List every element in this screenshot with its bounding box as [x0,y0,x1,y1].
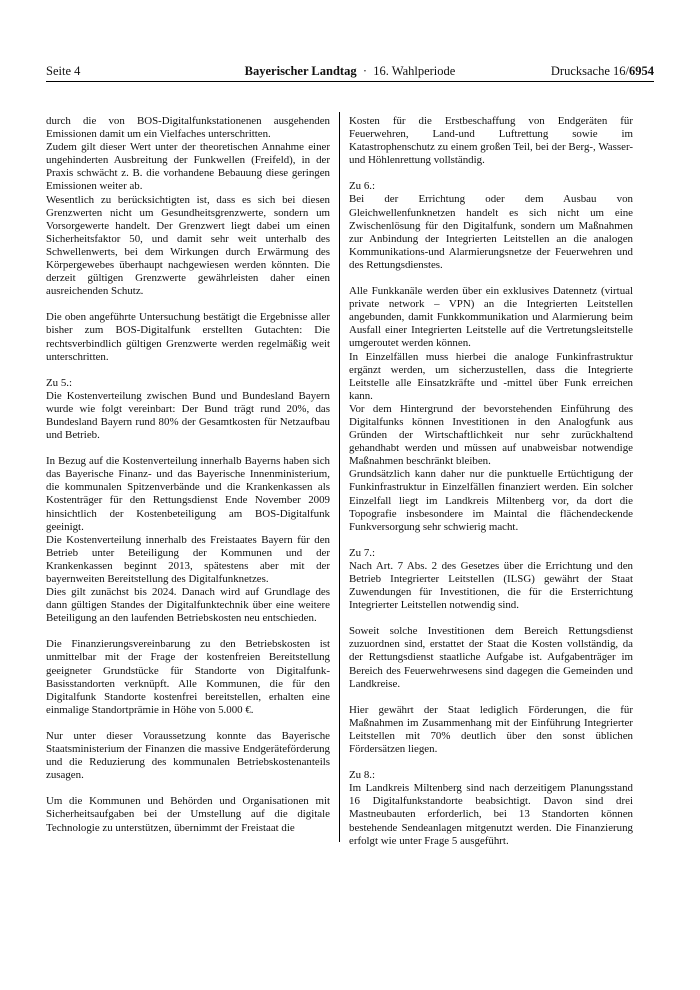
paragraph-gap [46,442,330,455]
paragraph: Zudem gilt dieser Wert unter der theoretischen Annahme einer ungehinderten Ausbreitung der Funkwellen (Freifeld), in der Praxis schwächt z. B. die vorhandene Bebauung diese geringen Emissionen weiter ab. [46,141,330,193]
paragraph: Vor dem Hintergrund der bevorstehenden Einführung des Digitalfunks können Investitionen in den Analogfunk aus Gründen der Wirtschaftlichkeit nur sehr zurückhaltend gehandhabt werden und müssen auf unabweisbar notwendige Maßnahmen beschränkt bleiben. [349,402,633,468]
paragraph-gap [46,717,330,730]
paragraph-gap [349,272,633,285]
paragraph: durch die von BOS-Digitalfunkstationenen ausgehenden Emissionen damit um ein Vielfaches unterschritten. [46,115,330,141]
page-header [46,62,654,80]
parliament-name: Bayerischer Landtag [244,64,357,78]
column-divider [339,112,340,842]
paragraph: In Bezug auf die Kostenverteilung innerhalb Bayerns haben sich das Bayerische Finanz- und das Bayerische Innenministerium, die kommunalen Spitzenverbände und die Krankenkassen als Kostenträger für den Rettungsdienst Ende November 2009 hinsichtlich der Kostenbeteiligung am BOS-Digitalfunk geeinigt. [46,455,330,533]
drucksache-prefix: Drucksache 16/ [550,64,629,78]
paragraph: Die Kostenverteilung innerhalb des Freistaates Bayern für den Betrieb unter Beteiligung der Kommunen und der Krankenkassen beginnt 2013, spätestens aber mit der bayernweiten Bereitstellung des Digitalfunknetzes. [46,533,330,585]
paragraph: Im Landkreis Miltenberg sind nach derzeitigem Planungsstand 16 Digitalfunkstandorte beabsichtigt. Davon sind drei Mastneubauten erforderlich, bei 13 Standorten können bestehende Sendeanlagen mitgenutzt werden. Die Finanzierung erfolgt wie unter Frage 5 ausgeführt. [349,782,633,847]
paragraph: Die oben angeführte Untersuchung bestätigt die Ergebnisse aller bisher zum BOS-Digitalfunk erstellten Gutachten: Die rechtsverbindlich gültigen Grenzwerte werden regelmäßig weit unterschritten. [46,311,330,363]
paragraph: Dies gilt zunächst bis 2024. Danach wird auf Grundlage des dann gültigen Standes der Digitalfunktechnik über eine weitere Beteiligung an den laufenden Betriebskosten neu entschieden. [46,586,330,625]
paragraph: Die Finanzierungsvereinbarung zu den Betriebskosten ist unmittelbar mit der Frage der kostenfreien Bereitstellung geeigneter Grundstücke für Standorte von Digitalfunk-Basisstandorten verknüpft. Alle Kommunen, die für den Digitalfunk Standorte kostenfrei bereitstellen, erhalten eine einmalige Standortprämie in Höhe von 5.000 €. [46,638,330,716]
paragraph: Nur unter dieser Voraussetzung konnte das Bayerische Staatsministerium der Finanzen die massive Endgeräteförderung und die Reduzierung des kommunalen Betriebskostenanteils zusagen. [46,729,330,782]
paragraph: In Einzelfällen muss hierbei die analoge Funkinfrastruktur ergänzt werden, um sicherzustellen, dass die Integrierte Leitstelle alle Einsatzkräfte und -mittel über Funk erreichen kann. [349,350,633,402]
section-heading: Zu 8.: [349,769,376,782]
paragraph: Grundsätzlich kann daher nur die punktuelle Ertüchtigung der Funkinfrastruktur in Einzelfällen finanziert werden. Ein solcher Einzelfall liegt im Landkreis Miltenberg vor, da dort die Topografie insbesondere im Maintal die flächendeckende Funkversorgung sehr schwierig macht. [349,468,633,533]
paragraph-gap [46,298,330,311]
paragraph: Bei der Errichtung oder dem Ausbau von Gleichwellenfunknetzen handelt es sich nicht um eine Zwischenlösung für den Digitalfunk, sondern um Maßnahmen zur Anbindung der Integrierten Leitstellen an die analogen Kommunikations-und Alarmierungsnetze der Feuerwehren und des Rettungsdienstes. [349,193,633,271]
section-heading: Zu 7.: [349,546,376,559]
legislative-period: 16. Wahlperiode [373,64,456,78]
paragraph-gap [349,756,633,769]
paragraph: Wesentlich zu berücksichtigten ist, dass es sich bei diesen Grenzwerten nicht um Gesundheitsgrenzwerte, sondern um Vorsorgewerte handelt. Der Grenzwert liegt dabei um einen Sicherheitsfaktor 50, und damit sehr weit unterhalb des Schwellenwerts, bei dem Wirkungen durch Erwärmung des Körpergewebes überhaupt nachgewiesen werden könnten. Die derzeit gültigen Grenzwerte gewährleisten daher einen ausreichenden Schutz. [46,193,330,298]
left-column [46,115,330,835]
header-rule [46,81,654,82]
paragraph: Kosten für die Erstbeschaffung von Endgeräten für Feuerwehren, Land-und Luftrettung sowie im Katastrophenschutz zu einem großen Teil, bei der Berg-, Wasser- und Höhlenrettung vollständig. [349,115,633,167]
paragraph: Alle Funkkanäle werden über ein exklusives Datennetz (virtual private network – VPN) an die Integrierten Leitstellen angebunden, damit Funkkommunikation und Alarmierung beim Ausfall einer Integrierten Leitstelle auf die Vertretungsleitstelle umgeroutet werden können. [349,285,633,350]
drucksache-ref [551,62,654,80]
paragraph: Um die Kommunen und Behörden und Organisationen mit Sicherheitsaufgaben bei der Umstellung auf die digitale Technologie zu unterstützen, übernimmt der Freistaat die [46,795,330,834]
right-column [349,115,633,848]
paragraph-gap [46,782,330,795]
section-heading: Zu 6.: [349,180,376,193]
paragraph-gap [349,612,633,625]
paragraph: Die Kostenverteilung zwischen Bund und Bundesland Bayern wurde wie folgt vereinbart: Der Bund trägt rund 20%, das Bundesland Bayern rund 80% der Gesamtkosten für Netzaufbau und Betrieb. [46,389,330,442]
paragraph-gap [349,691,633,704]
paragraph-gap [349,167,633,180]
section-heading: Zu 5.: [46,376,73,389]
page-number: Seite 4 [46,64,81,78]
header-separator: · [362,64,367,78]
paragraph: Nach Art. 7 Abs. 2 des Gesetzes über die Errichtung und den Betrieb Integrierter Leitstellen (ILSG) gewährt der Staat Zuwendungen für Investitionen, die für die Ersterrichtung Integrierter Leitstellen notwendig sind. [349,559,633,612]
paragraph-gap [349,534,633,547]
paragraph: Hier gewährt der Staat lediglich Förderungen, die für Maßnahmen im Zusammenhang mit der Einführung Integrierter Leitstellen mit 70% deutlich über den sonst üblichen Fördersätzen liegen. [349,703,633,756]
drucksache-number: 6954 [629,64,654,78]
paragraph-gap [46,364,330,377]
paragraph-gap [46,625,330,638]
paragraph: Soweit solche Investitionen dem Bereich Rettungsdienst zuzuordnen sind, erstattet der Staat die Kosten vollständig, da der Rettungsdienst staatliche Aufgabe ist. Aufgabenträger im Bereich des Feuerwehrwesens sind dagegen die Gemeinden und Landkreise. [349,625,633,690]
